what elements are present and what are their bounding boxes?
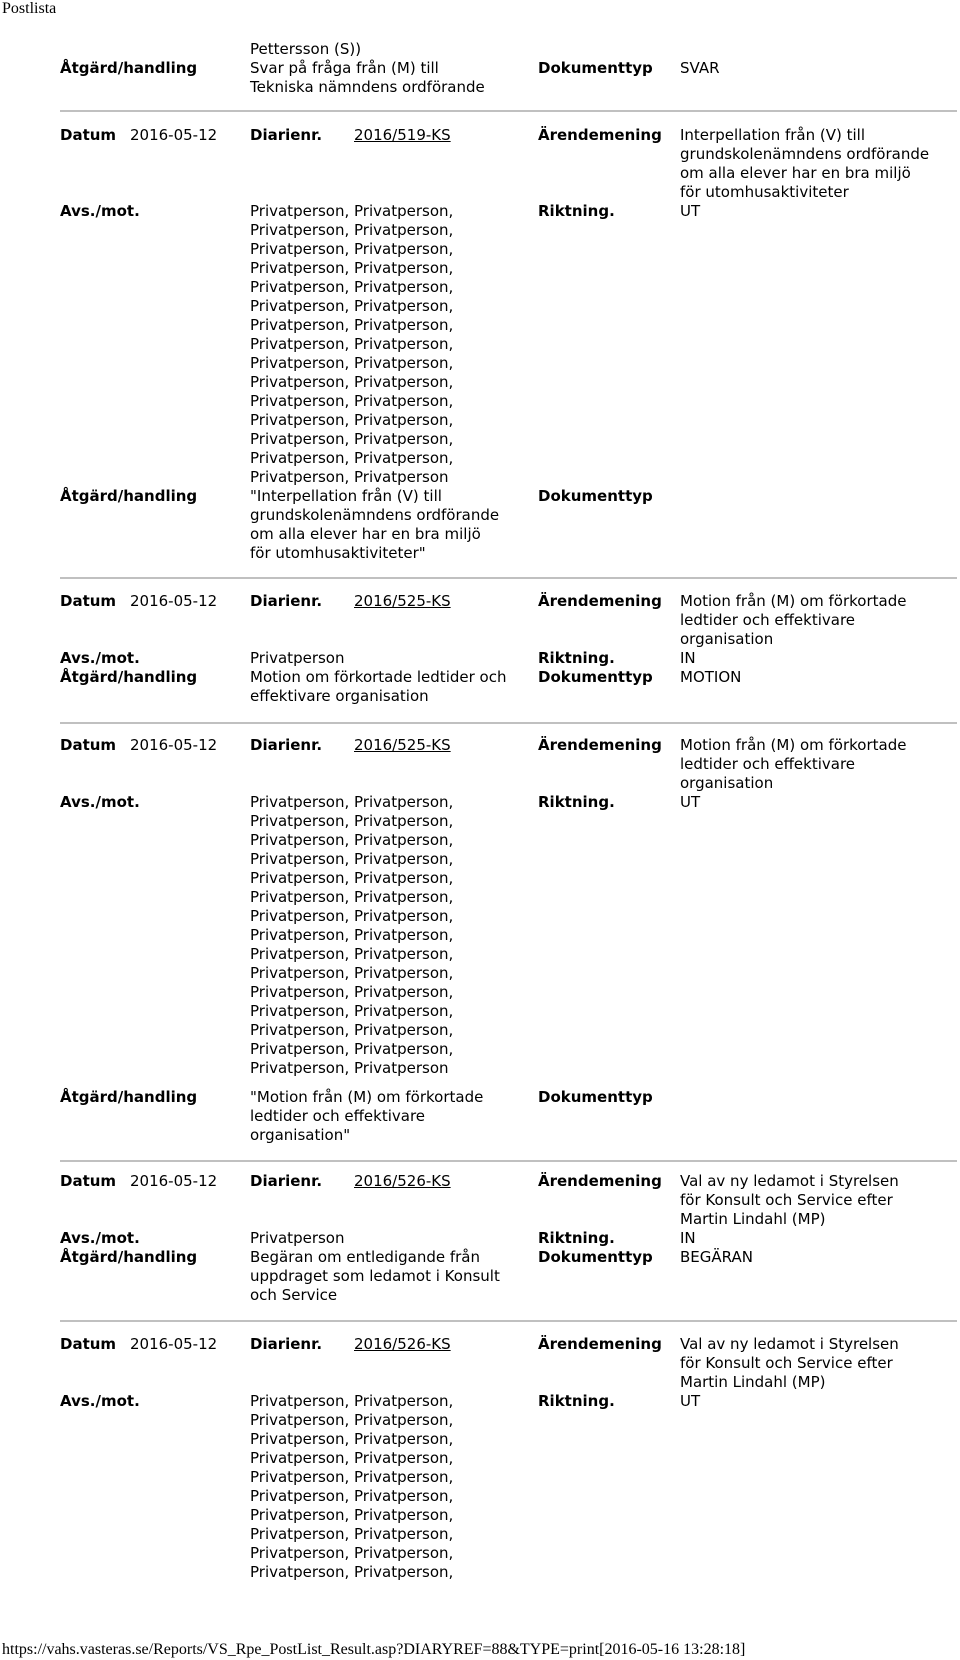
dokumenttyp-label: Dokumenttyp bbox=[538, 668, 653, 686]
arendemening-label: Ärendemening bbox=[538, 1172, 662, 1190]
datum-label: Datum bbox=[60, 736, 117, 754]
datum-value: 2016-05-12 bbox=[130, 126, 218, 144]
avsmot-label: Avs./mot. bbox=[60, 202, 140, 220]
dokumenttyp-value: BEGÄRAN bbox=[680, 1248, 753, 1266]
avsmot-value: Privatperson bbox=[250, 649, 345, 667]
datum-label: Datum bbox=[60, 126, 117, 144]
riktning-value: IN bbox=[680, 649, 696, 667]
avsmot-label: Avs./mot. bbox=[60, 1229, 140, 1247]
datum-value: 2016-05-12 bbox=[130, 592, 218, 610]
arendemening-label: Ärendemening bbox=[538, 592, 662, 610]
diarienr-label: Diarienr. bbox=[250, 1335, 323, 1353]
diarienr-label: Diarienr. bbox=[250, 1172, 323, 1190]
datum-value: 2016-05-12 bbox=[130, 1335, 218, 1353]
atgard-value: "Interpellation från (V) till grundskolenämndens ordförande om alla elever har en bra miljö för utomhusaktiviteter" bbox=[250, 487, 500, 562]
atgard-label: Åtgärd/handling bbox=[60, 668, 198, 686]
diarienr-link[interactable]: 2016/526-KS bbox=[354, 1172, 451, 1190]
atgard-label: Åtgärd/handling bbox=[60, 59, 198, 77]
riktning-value: UT bbox=[680, 202, 701, 220]
avsmot-label: Avs./mot. bbox=[60, 649, 140, 667]
riktning-label: Riktning. bbox=[538, 202, 615, 220]
dokumenttyp-label: Dokumenttyp bbox=[538, 487, 653, 505]
riktning-label: Riktning. bbox=[538, 1392, 615, 1410]
arendemening-label: Ärendemening bbox=[538, 126, 662, 144]
atgard-value: Begäran om entledigande från uppdraget som ledamot i Konsult och Service bbox=[250, 1248, 500, 1304]
atgard-value: Motion om förkortade ledtider och effektivare organisation bbox=[250, 668, 507, 705]
riktning-label: Riktning. bbox=[538, 649, 615, 667]
dokumenttyp-label: Dokumenttyp bbox=[538, 1088, 653, 1106]
atgard-label: Åtgärd/handling bbox=[60, 1088, 198, 1106]
datum-label: Datum bbox=[60, 592, 117, 610]
record-divider bbox=[60, 110, 957, 112]
atgard-value: "Motion från (M) om förkortade ledtider och effektivare organisation" bbox=[250, 1088, 484, 1144]
atgard-label: Åtgärd/handling bbox=[60, 487, 198, 505]
diarienr-label: Diarienr. bbox=[250, 126, 323, 144]
action-text: Pettersson (S)) Svar på fråga från (M) till Tekniska nämndens ordförande bbox=[250, 40, 485, 96]
riktning-value: IN bbox=[680, 1229, 696, 1247]
diarienr-link[interactable]: 2016/525-KS bbox=[354, 736, 451, 754]
datum-value: 2016-05-12 bbox=[130, 1172, 218, 1190]
datum-label: Datum bbox=[60, 1172, 117, 1190]
diarienr-link[interactable]: 2016/526-KS bbox=[354, 1335, 451, 1353]
diarienr-link[interactable]: 2016/519-KS bbox=[354, 126, 451, 144]
datum-label: Datum bbox=[60, 1335, 117, 1353]
arendemening-value: Interpellation från (V) till grundskolenämndens ordförande om alla elever har en bra miljö för utomhusaktiviteter bbox=[680, 126, 930, 201]
riktning-value: UT bbox=[680, 1392, 701, 1410]
avsmot-label: Avs./mot. bbox=[60, 793, 140, 811]
dokumenttyp-label: Dokumenttyp bbox=[538, 1248, 653, 1266]
arendemening-value: Motion från (M) om förkortade ledtider och effektivare organisation bbox=[680, 736, 907, 792]
record-divider bbox=[60, 577, 957, 579]
avsmot-value: Privatperson, Privatperson, Privatperson, Privatperson, Privatperson, Privatperson, Privatperson, Privatperson, Privatperson, Privatperson, Privatperson, Privatperson, Privatperson, Privatperson, Privatperson, Privatperson, Privatperson, Privatperson, Privatperson, Privatperson, bbox=[250, 1392, 454, 1581]
dokumenttyp-value: MOTION bbox=[680, 668, 742, 686]
diarienr-label: Diarienr. bbox=[250, 736, 323, 754]
diarienr-link[interactable]: 2016/525-KS bbox=[354, 592, 451, 610]
atgard-label: Åtgärd/handling bbox=[60, 1248, 198, 1266]
avsmot-label: Avs./mot. bbox=[60, 1392, 140, 1410]
arendemening-value: Motion från (M) om förkortade ledtider och effektivare organisation bbox=[680, 592, 907, 648]
riktning-label: Riktning. bbox=[538, 793, 615, 811]
page-title: Postlista bbox=[2, 0, 57, 17]
avsmot-value: Privatperson, Privatperson, Privatperson, Privatperson, Privatperson, Privatperson, Privatperson, Privatperson, Privatperson, Privatperson, Privatperson, Privatperson, Privatperson, Privatperson, Privatperson, Privatperson, Privatperson, Privatperson, Privatperson, Privatperson, Privatperson, Privatperson, Privatperson, Privatperson, Privatperson, Privatperson, Privatperson, Privatperson, Privatperson, Privatperson bbox=[250, 793, 454, 1077]
dokumenttyp-label: Dokumenttyp bbox=[538, 59, 653, 77]
diarienr-label: Diarienr. bbox=[250, 592, 323, 610]
avsmot-value: Privatperson, Privatperson, Privatperson, Privatperson, Privatperson, Privatperson, Privatperson, Privatperson, Privatperson, Privatperson, Privatperson, Privatperson, Privatperson, Privatperson, Privatperson, Privatperson, Privatperson, Privatperson, Privatperson, Privatperson, Privatperson, Privatperson, Privatperson, Privatperson, Privatperson, Privatperson, Privatperson, Privatperson, Privatperson, Privatperson bbox=[250, 202, 454, 486]
dokumenttyp-value: SVAR bbox=[680, 59, 720, 77]
footer-url: https://vahs.vasteras.se/Reports/VS_Rpe_PostList_Result.asp?DIARYREF=88&TYPE=print[2016-05-16 13:28:18] bbox=[2, 1641, 746, 1658]
arendemening-value: Val av ny ledamot i Styrelsen för Konsult och Service efter Martin Lindahl (MP) bbox=[680, 1172, 899, 1228]
record-divider bbox=[60, 1160, 957, 1162]
arendemening-label: Ärendemening bbox=[538, 1335, 662, 1353]
avsmot-value: Privatperson bbox=[250, 1229, 345, 1247]
riktning-label: Riktning. bbox=[538, 1229, 615, 1247]
riktning-value: UT bbox=[680, 793, 701, 811]
arendemening-label: Ärendemening bbox=[538, 736, 662, 754]
record-divider bbox=[60, 722, 957, 724]
record-divider bbox=[60, 1320, 957, 1322]
datum-value: 2016-05-12 bbox=[130, 736, 218, 754]
arendemening-value: Val av ny ledamot i Styrelsen för Konsult och Service efter Martin Lindahl (MP) bbox=[680, 1335, 899, 1391]
